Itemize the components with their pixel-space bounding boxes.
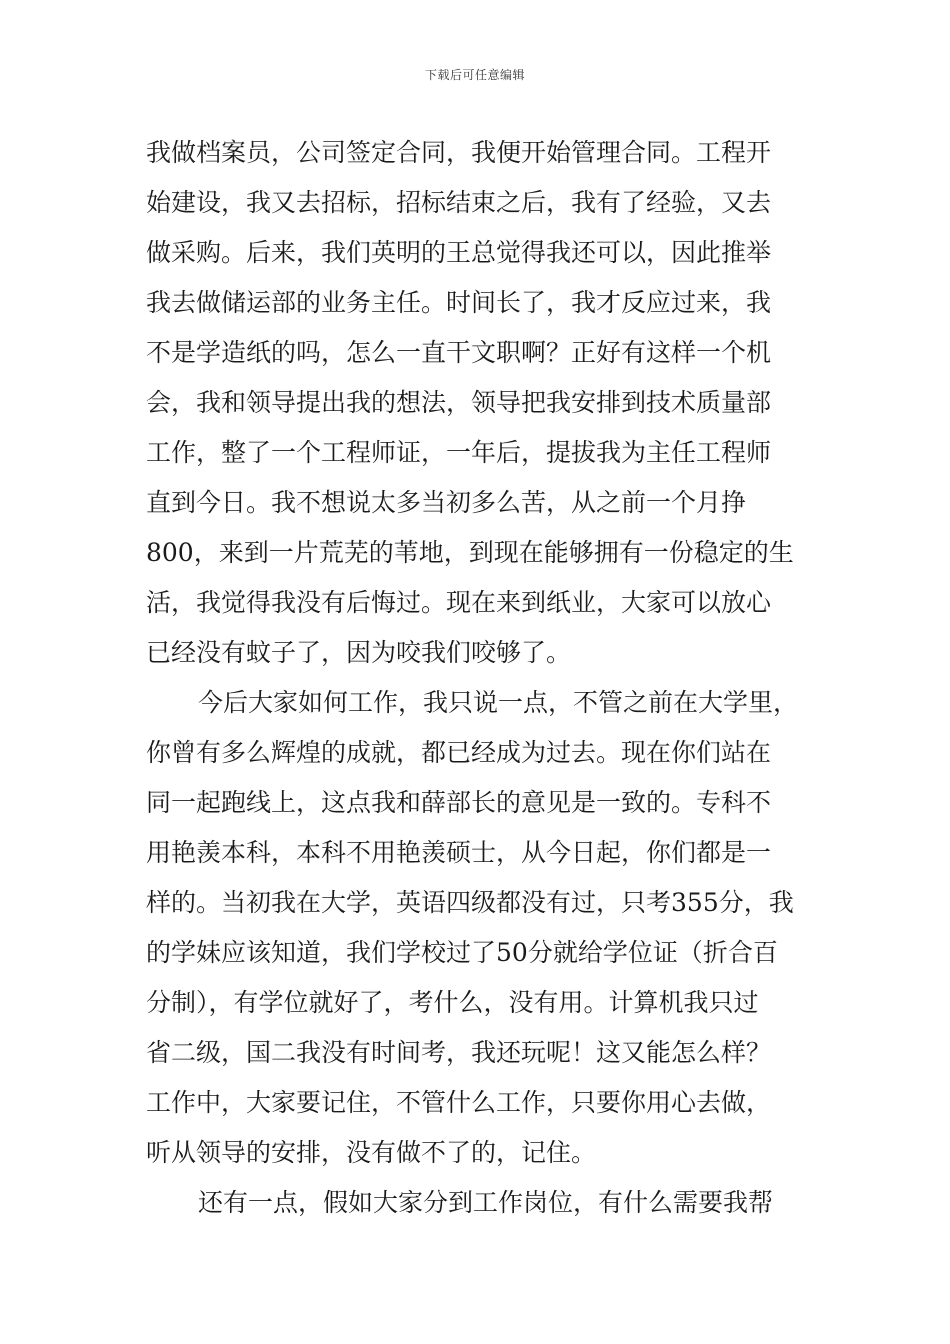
text-line: 同一起跑线上，这点我和薛部长的意见是一致的。专科不: [146, 788, 772, 817]
text-line: 听从领导的安排，没有做不了的，记住。: [146, 1138, 597, 1167]
paragraph-start-line: 还有一点，假如大家分到工作岗位，有什么需要我帮: [198, 1188, 774, 1217]
text-line: 分制），有学位就好了，考什么，没有用。计算机我只过: [146, 988, 759, 1017]
text-line: 800，来到一片荒芜的苇地，到现在能够拥有一份稳定的生: [146, 538, 794, 567]
text-line: 省二级，国二我没有时间考，我还玩呢！这又能怎么样？: [146, 1038, 772, 1067]
text-line: 始建设，我又去招标，招标结束之后，我有了经验，又去: [146, 188, 772, 217]
text-line: 你曾有多么辉煌的成就，都已经成为过去。现在你们站在: [146, 738, 772, 767]
paragraph-start-line: 今后大家如何工作，我只说一点，不管之前在大学里，: [198, 688, 799, 717]
document-body: [146, 128, 836, 1228]
text-line: 活，我觉得我没有后悔过。现在来到纸业，大家可以放心: [146, 588, 772, 617]
text-line: 会，我和领导提出我的想法，领导把我安排到技术质量部: [146, 388, 772, 417]
text-line: 直到今日。我不想说太多当初多么苦，从之前一个月挣: [146, 488, 747, 517]
text-line: 已经没有蚊子了，因为咬我们咬够了。: [146, 638, 572, 667]
text-line: 的学妹应该知道，我们学校过了50分就给学位证（折合百: [146, 938, 778, 967]
text-line: 我做档案员，公司签定合同，我便开始管理合同。工程开: [146, 138, 772, 167]
text-line: 做采购。后来，我们英明的王总觉得我还可以，因此推举: [146, 238, 772, 267]
text-line: 用艳羡本科，本科不用艳羡硕士，从今日起，你们都是一: [146, 838, 772, 867]
text-line: 不是学造纸的吗，怎么一直干文职啊？正好有这样一个机: [146, 338, 772, 367]
text-line: 我去做储运部的业务主任。时间长了，我才反应过来，我: [146, 288, 772, 317]
text-line: 样的。当初我在大学，英语四级都没有过，只考355分，我: [146, 888, 794, 917]
text-line: 工作中，大家要记住，不管什么工作，只要你用心去做，: [146, 1088, 772, 1117]
page-header: 下载后可任意编辑: [424, 68, 525, 82]
text-line: 工作，整了一个工程师证，一年后，提拔我为主任工程师: [146, 438, 772, 467]
